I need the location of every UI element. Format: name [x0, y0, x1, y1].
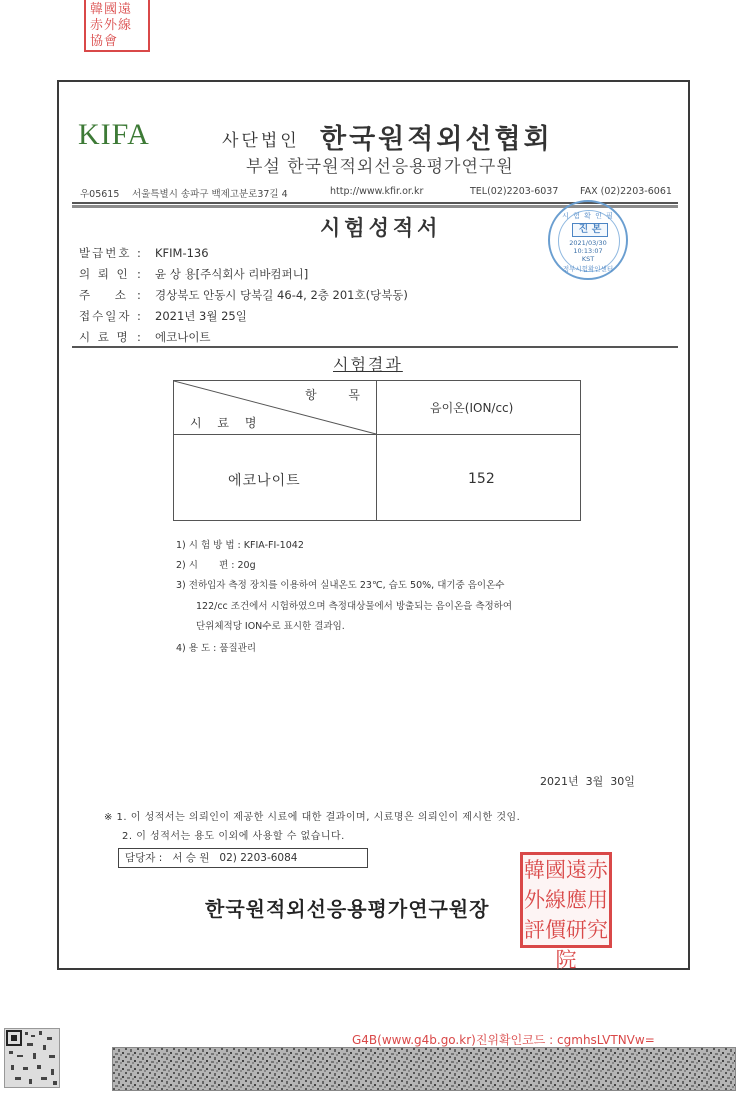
field-value: 윤 상 용[주식회사 리바컴퍼니]	[155, 267, 309, 281]
security-barcode	[112, 1047, 736, 1091]
note-method: 1) 시 험 방 법 : KFIA-FI-1042	[176, 540, 304, 551]
stamp-time: 10:13:07	[573, 247, 603, 255]
verification-code: G4B(www.g4b.go.kr)진위확인코드 : cgmhsLVTNVw=	[352, 1033, 655, 1047]
field-sep: :	[137, 330, 141, 344]
stamp-date: 2021/03/30	[569, 239, 607, 247]
qr-pattern	[5, 1029, 60, 1088]
postal-code: 우05615	[80, 189, 120, 200]
field-value: 2021년 3월 25일	[155, 309, 247, 323]
stamp-tz: KST	[581, 255, 595, 263]
stamp-center-text: 진 본	[572, 223, 608, 237]
cell-value: 152	[468, 471, 495, 487]
website-link[interactable]: http://www.kfir.or.kr	[330, 186, 424, 197]
table-row-divider	[174, 434, 580, 435]
fields-divider	[72, 346, 678, 348]
field-sample-name	[79, 329, 211, 345]
field-sep: :	[137, 246, 141, 260]
header-sample: 시 료 명	[190, 416, 263, 430]
field-sep: :	[137, 309, 141, 323]
results-table	[173, 380, 581, 521]
top-seal-stamp: 韓國遠赤外線協會	[84, 0, 150, 52]
field-value: 에코나이트	[155, 330, 211, 344]
field-value: KFIM-136	[155, 246, 209, 260]
org-subtitle: 부설 한국원적외선응용평가연구원	[246, 157, 514, 177]
caution-1: ※ 1. 이 성적서는 의뢰인이 제공한 시료에 대한 결과이며, 시료명은 의뢰인이 제시한 것임.	[104, 812, 521, 823]
field-label: 주 소	[79, 288, 128, 302]
field-sep: :	[137, 267, 141, 281]
note-condition: 3) 전하입자 측정 장치를 이용하여 실내온도 23℃, 습도 50%, 대기중 음이온수	[176, 580, 505, 591]
field-client	[79, 266, 308, 282]
kifa-logo: KIFA	[78, 118, 150, 151]
official-seal: 韓國遠赤外線應用評價研究院	[520, 852, 612, 948]
note-purpose: 4) 용 도 : 품질관리	[176, 643, 257, 654]
field-label: 시 료 명	[79, 330, 130, 344]
results-title: 시험결과	[333, 355, 403, 374]
header-unit: 음이온(ION/cc)	[430, 401, 514, 415]
qr-code	[4, 1028, 60, 1088]
note-condition-cont: 122/cc 조건에서 시험하였으며 측정대상물에서 방출되는 음이온을 측정하여	[196, 601, 513, 612]
stamp-datetime	[550, 239, 626, 263]
org-prefix: 사단법인	[222, 131, 300, 151]
cell-sample-name: 에코나이트	[228, 473, 301, 489]
note-condition-cont2: 단위체적당 ION수로 표시한 결과임.	[196, 621, 345, 632]
issue-date: 2021년 3월 30일	[540, 775, 635, 788]
org-name: 한국원적외선협회	[320, 124, 553, 155]
barcode-pattern	[113, 1048, 736, 1091]
document-title: 시험성적서	[320, 216, 442, 240]
note-specimen: 2) 시 편 : 20g	[176, 560, 256, 571]
field-label: 접수일자	[79, 309, 132, 323]
fax-number: FAX (02)2203-6061	[580, 186, 672, 197]
stamp-top-text: 시 험 확 인 필	[562, 212, 614, 220]
field-received-date	[79, 308, 247, 324]
field-address	[79, 287, 408, 303]
caution-2: 2. 이 성적서는 용도 이외에 사용할 수 없습니다.	[122, 831, 345, 842]
stamp-bottom-text: 정부시험확인센터	[562, 265, 614, 273]
header-item: 항 목	[305, 388, 374, 402]
street-address: 서울특별시 송파구 백제고분로37길 4	[132, 189, 288, 200]
field-label: 의 뢰 인	[79, 267, 130, 281]
field-sep: :	[137, 288, 141, 302]
table-column-divider	[376, 381, 377, 520]
field-issue-number	[79, 245, 209, 261]
signature-name: 한국원적외선응용평가연구원장	[205, 897, 490, 921]
field-value: 경상북도 안동시 당북길 46-4, 2층 201호(당북동)	[155, 288, 408, 302]
authentication-stamp	[548, 200, 628, 280]
contact-box: 담당자 : 서 승 원 02) 2203-6084	[118, 848, 368, 868]
field-label: 발급번호	[79, 246, 132, 260]
tel-number: TEL(02)2203-6037	[470, 186, 559, 197]
